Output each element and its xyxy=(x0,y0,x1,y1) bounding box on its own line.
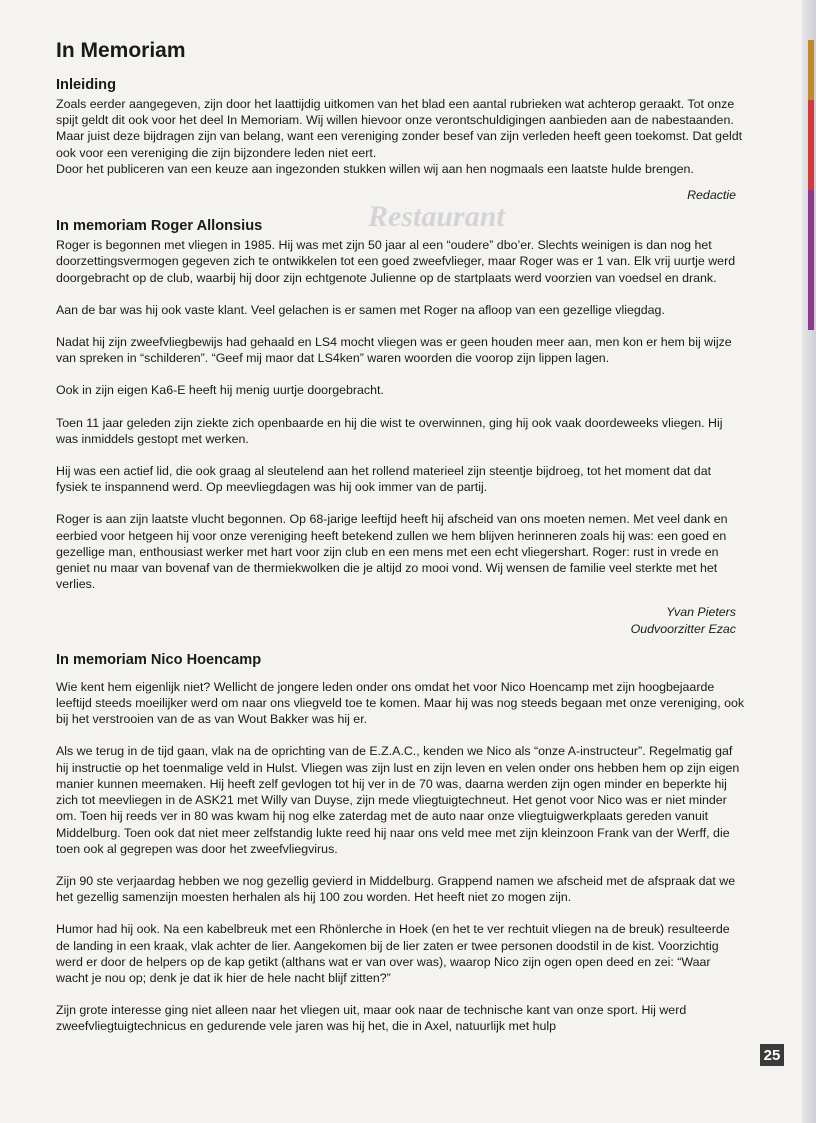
roger-paragraph: Toen 11 jaar geleden zijn ziekte zich openbaarde en hij die wist te overwinnen, ging hij ook vaak doordeweeks vliegen. Hij was inmiddels gestopt met werken. xyxy=(56,415,723,446)
page-title: In Memoriam xyxy=(56,39,186,62)
roger-paragraph: Roger is aan zijn laatste vlucht begonnen. Op 68-jarige leeftijd heeft hij afscheid van ons moeten nemen. Met veel dank en eerbied voor hetgeen hij voor onze vereniging heeft betekend zullen we hem blijven herinneren zoals hij was: een goed en gezellige man, enthousiast werker met hart voor zijn club en een mens met een echt vliegershart. Roger: rust in vrede en geniet nu maar van bovenaf van de thermiekwolken die je altijd zo mooi vond. Wij wensen de familie veel sterkte met het verlies. xyxy=(56,512,728,592)
nico-heading: In memoriam Nico Hoencamp xyxy=(56,651,262,668)
nico-paragraph: Wie kent hem eigenlijk niet? Wellicht de jongere leden onder ons omdat het voor Nico Hoencamp met zijn hoogbejaarde leeftijd steeds moeilijker werd om naar ons vliegveld toe te komen. Maar hij was nog steeds begaan met onze vereniging, ook bij het verstrooien van de as van Wout Bakker was hij er. xyxy=(56,679,745,727)
bleed-through-title: Restaurant xyxy=(368,200,505,233)
roger-paragraph: Aan de bar was hij ook vaste klant. Veel gelachen is er samen met Roger na afloop van een gezellige vliegdag. xyxy=(56,302,665,317)
roger-paragraph: Ook in zijn eigen Ka6-E heeft hij menig uurtje doorgebracht. xyxy=(56,383,384,398)
roger-heading: In memoriam Roger Allonsius xyxy=(56,218,263,235)
page-number: 25 xyxy=(760,1044,784,1066)
nico-paragraph: Humor had hij ook. Na een kabelbreuk met een Rhönlerche in Hoek (en het te ver rechtuit vliegen na de breuk) resulteerde de landing in een kraak, vlak achter de lier. Aangekomen bij de lier zaten er twee personen doodstil in de kist. Voorzichtig werd er door de helpers op de kap getikt (althans wat er van over was), waarop Nico zijn ogen open deed en zei: “Waar wacht je nou op; denk je dat ik hier de hele nacht blijf zitten?” xyxy=(56,922,730,985)
roger-paragraph: Hij was een actief lid, die ook graag al sleutelend aan het rollend materieel zijn steentje bijdroeg, tot het moment dat dat fysiek te inspannend werd. Op meevliegdagen was hij ook immer van de partij. xyxy=(56,464,712,495)
roger-paragraph: Roger is begonnen met vliegen in 1985. Hij was met zijn 50 jaar al een “oudere” dbo’er. Slechts weinigen is dan nog het doorzettingsvermogen gegeven zich te ontwikkelen tot een goed zweefvlieger, maar Roger was er 1 van. Elk vrij uurtje werd doorgebracht op de club, waarbij hij door zijn echtgenote Julienne op de startplaats werd voorzien van voedsel en drank. xyxy=(56,238,736,285)
article xyxy=(56,38,746,1035)
edge-color-mark xyxy=(808,190,814,330)
roger-paragraph: Nadat hij zijn zweefvliegbewijs had gehaald en LS4 mocht vliegen was er geen houden meer aan, men kon er hem bij wijze van spreken in “schilderen”. “Geef mij maor dat LS4ken” waren woorden die voorop zijn lippen lagen. xyxy=(56,335,732,366)
intro-heading: Inleiding xyxy=(56,77,116,93)
intro-signature: Redactie xyxy=(687,188,736,203)
page-edge xyxy=(802,0,816,1123)
nico-paragraph: Als we terug in de tijd gaan, vlak na de oprichting van de E.Z.A.C., kenden we Nico als “onze A-instructeur”. Regelmatig gaf hij instructie op het toenmalige veld in Hulst. Vliegen was zijn lust en zijn leven en velen onder ons hebben hem op zijn eigen manier kunnen meemaken. Hij heeft zelf gevlogen tot hij ver in de 70 was, daarna werden zijn ogen minder en beperkte hij zich tot meevliegen in de ASK21 met Willy van Duyse, zijn mede vliegtuigtechneut. Het genot voor Nico was er niet minder om. Toen hij reeds ver in 80 was kwam hij nog elke zaterdag met de auto naar onze vliegtuigwerkplaats gereden vanuit Middelburg. Toen ook dat niet meer zelfstandig lukte reed hij naar ons veld mee met zijn kleinzoon Frank van der Werff, die toen ook al gegrepen was door het zweefvliegvirus. xyxy=(56,744,740,856)
intro-paragraph: Zoals eerder aangegeven, zijn door het laattijdig uitkomen van het blad een aantal rubrieken wat achterop geraakt. Tot onze spijt geldt dit ook voor het deel In Memoriam. Wij willen hievoor onze verontschuldigingen aanbieden aan de nabestaanden. Maar juist deze bijdragen zijn van belang, want een vereniging zonder besef van zijn verleden heeft geen toekomst. Dat geldt ook voor een vereniging die zijn bijzondere leden niet eert. xyxy=(56,97,743,160)
edge-color-mark xyxy=(808,100,814,190)
nico-paragraph: Zijn 90 ste verjaardag hebben we nog gezellig gevierd in Middelburg. Grappend namen we afscheid met de afspraak dat we het gezellig samenzijn moesten herhalen als hij 100 zou worden. Het heeft niet zo mogen zijn. xyxy=(56,873,736,905)
roger-signature-role: Oudvoorzitter Ezac xyxy=(630,621,736,636)
nico-paragraph: Zijn grote interesse ging niet alleen naar het vliegen uit, maar ook naar de technische kant van onze sport. Hij werd zweefvliegtuigtechnicus en gedurende vele jaren was hij het, die in Axel, natuurlijk met hulp xyxy=(56,1003,687,1034)
intro-paragraph: Door het publiceren van een keuze aan ingezonden stukken willen wij aan hen nogmaals een laatste hulde brengen. xyxy=(56,161,694,176)
edge-color-mark xyxy=(808,40,814,100)
roger-signature-name: Yvan Pieters xyxy=(666,605,736,620)
